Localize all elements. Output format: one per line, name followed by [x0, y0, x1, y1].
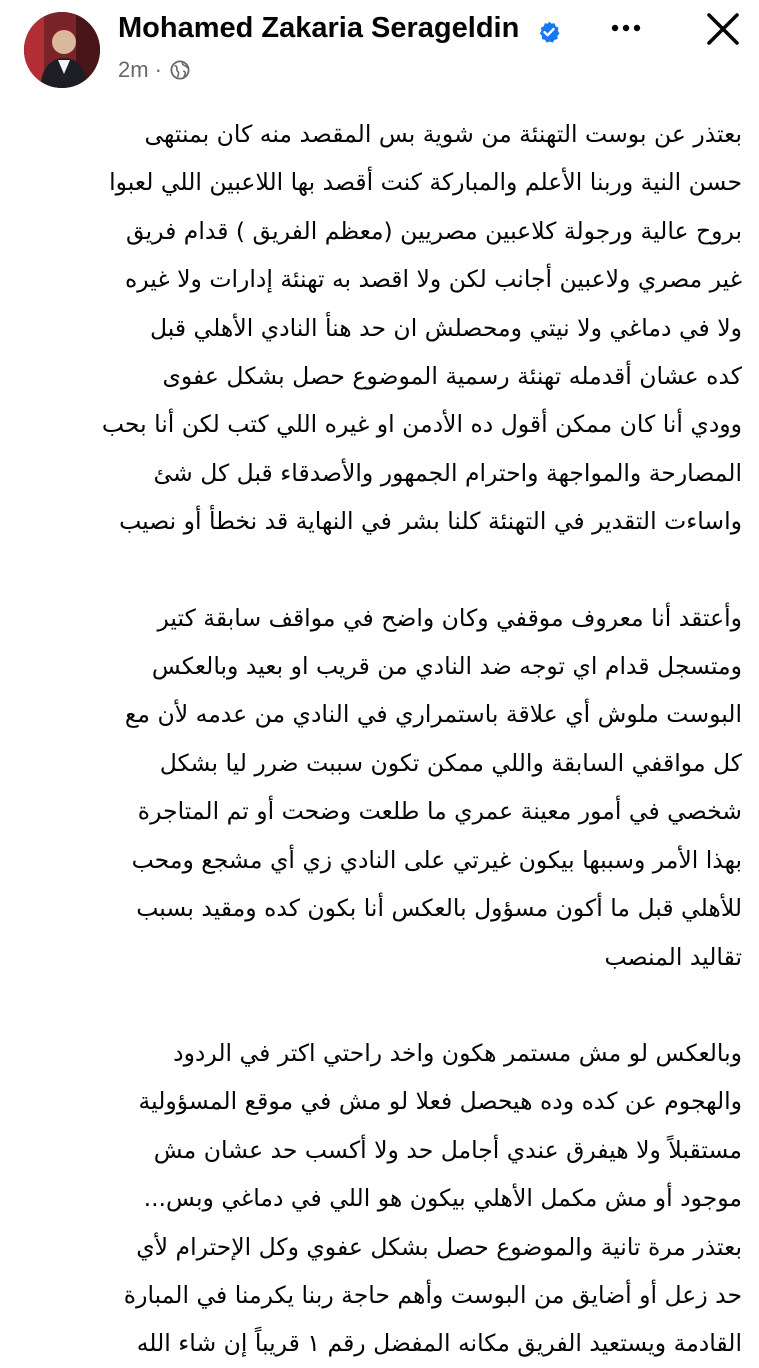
verified-badge-icon [537, 20, 561, 44]
close-icon [706, 12, 740, 46]
close-button[interactable] [700, 6, 746, 52]
post-timestamp[interactable]: 2m [118, 57, 149, 82]
more-options-icon [611, 24, 641, 32]
post-paragraph: وأعتقد أنا معروف موقفي وكان واضح في مواقف سابقة كتير ومتسجل قدام اي توجه ضد النادي من قريب او بعيد وبالعكس البوست ملوش أي علاقة باستمراري في النادي من عدمه لأن مع كل مواقفي السابقة واللي ممكن تكون سببت ضرر ليا بشكل شخصي في أمور معينة عمري ما طلعت وضحت أو تم المتاجرة بهذا الأمر وسببها بيكون غيرتي على النادي زي أي مشجع ومحب للأهلي قبل ما أكون مسؤول بالعكس أنا بكون كده ومقيد بسبب تقاليد المنصب [124, 603, 742, 971]
author-avatar[interactable] [24, 12, 100, 88]
author-name[interactable]: Mohamed Zakaria Serageldin [118, 12, 520, 44]
post-paragraph: وبالعكس لو مش مستمر هكون واخد راحتي اكتر في الردود والهجوم عن كده وده هيحصل فعلا لو مش في موقع المسؤولية مستقبلاً ولا هيفرق عندي أجامل حد ولا أكسب حد عشان مش موجود أو مش مكمل الأهلي بيكون هو اللي في دماغي وبس... بعتذر مرة تانية والموضوع حصل بشكل عفوي وكل الإحترام لأي حد زعل أو أضايق من البوست وأهم حاجة ربنا يكرمنا في المبارة القادمة ويستعيد الفريق مكانه المفضل رقم ١ قريباً إن شاء الله [123, 1038, 742, 1358]
avatar-photo [24, 12, 100, 88]
more-options-button[interactable] [604, 14, 648, 42]
meta-separator: · [154, 57, 162, 82]
post-header [0, 0, 759, 100]
post-meta [118, 56, 190, 84]
globe-icon[interactable] [170, 60, 190, 80]
post-paragraph: بعتذر عن بوست التهنئة من شوية بس المقصد منه كان بمنتهى حسن النية وربنا الأعلم والمباركة كنت أقصد بها اللاعبين اللي لعبوا بروح عالية ورجولة كلاعبين مصريين (معظم الفريق ) قدام فريق غير مصري ولاعبين أجانب لكن ولا اقصد به تهنئة إدارات ولا غيره ولا في دماغي ولا نيتي ومحصلش ان حد هنأ النادي الأهلي قبل كده عشان أقدمله تهنئة رسمية الموضوع حصل بشكل عفوى وودي أنا كان ممكن أقول ده الأدمن او غيره اللي كتب لكن أنا بحب المصارحة والمواجهة واحترام الجمهور والأصدقاء قبل كل شئ واساءت التقدير في التهنئة كلنا بشر في النهاية قد نخطأ أو نصيب [101, 120, 742, 536]
post-body [20, 110, 742, 1368]
